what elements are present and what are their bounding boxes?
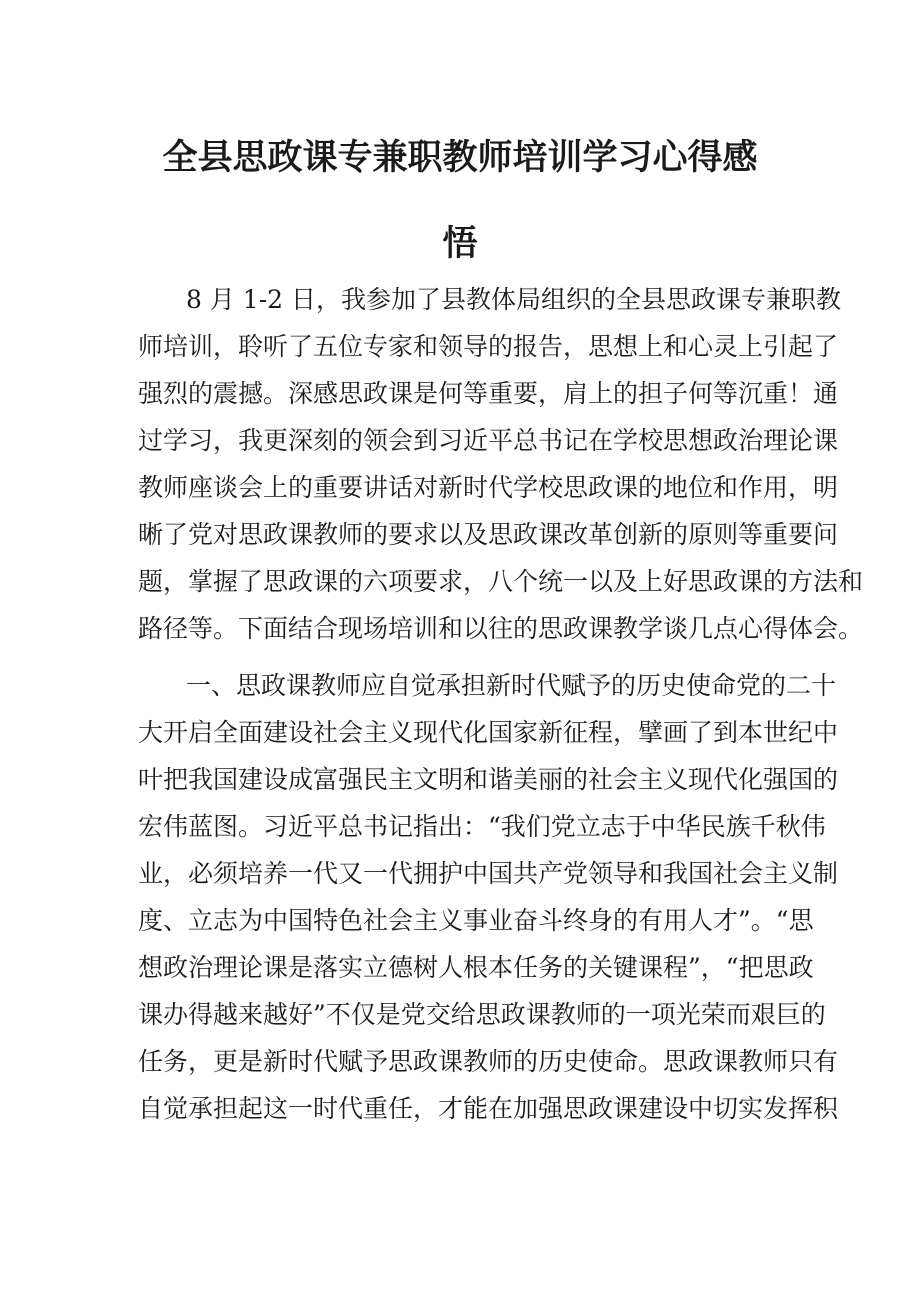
body-line: 宏伟蓝图。习近平总书记指出：“我们党立志于中华民族千秋伟 xyxy=(138,812,826,841)
body-line: 晰了党对思政课教师的要求以及思政课改革创新的原则等重要问 xyxy=(138,520,839,549)
body-line: 课办得越来越好”不仅是党交给思政课教师的一项光荣而艰巨的 xyxy=(138,1000,826,1029)
body-line: 路径等。下面结合现场培训和以往的思政课教学谈几点心得体会。 xyxy=(138,614,864,643)
body-line: 任务，更是新时代赋予思政课教师的历史使命。思政课教师只有 xyxy=(138,1047,839,1076)
body-line: 想政治理论课是落实立德树人根本任务的关键课程”，“把思政 xyxy=(138,953,814,982)
body-line: 8 月 1-2 日，我参加了县教体局组织的全县思政课专兼职教 xyxy=(186,285,842,314)
body-line: 一、思政课教师应自觉承担新时代赋予的历史使命党的二十 xyxy=(186,671,837,700)
body-line: 叶把我国建设成富强民主文明和谐美丽的社会主义现代化强国的 xyxy=(138,765,839,794)
body-line: 自觉承担起这一时代重任，才能在加强思政课建设中切实发挥积 xyxy=(138,1094,839,1123)
body-line: 题，掌握了思政课的六项要求，八个统一以及上好思政课的方法和 xyxy=(138,567,864,596)
document-title-line-1: 全县思政课专兼职教师培训学习心得感 xyxy=(162,138,758,178)
body-line: 强烈的震撼。深感思政课是何等重要，肩上的担子何等沉重！通 xyxy=(138,379,839,408)
body-line: 度、立志为中国特色社会主义事业奋斗终身的有用人才”。“思 xyxy=(138,906,814,935)
body-line: 过学习，我更深刻的领会到习近平总书记在学校思想政治理论课 xyxy=(138,426,839,455)
body-line: 教师座谈会上的重要讲话对新时代学校思政课的地位和作用，明 xyxy=(138,473,839,502)
body-line: 业，必须培养一代又一代拥护中国共产党领导和我国社会主义制 xyxy=(138,859,839,888)
body-line: 大开启全面建设社会主义现代化国家新征程，擘画了到本世纪中 xyxy=(138,718,839,747)
body-line: 师培训，聆听了五位专家和领导的报告，思想上和心灵上引起了 xyxy=(138,332,839,361)
document-title-line-2: 悟 xyxy=(442,224,478,264)
